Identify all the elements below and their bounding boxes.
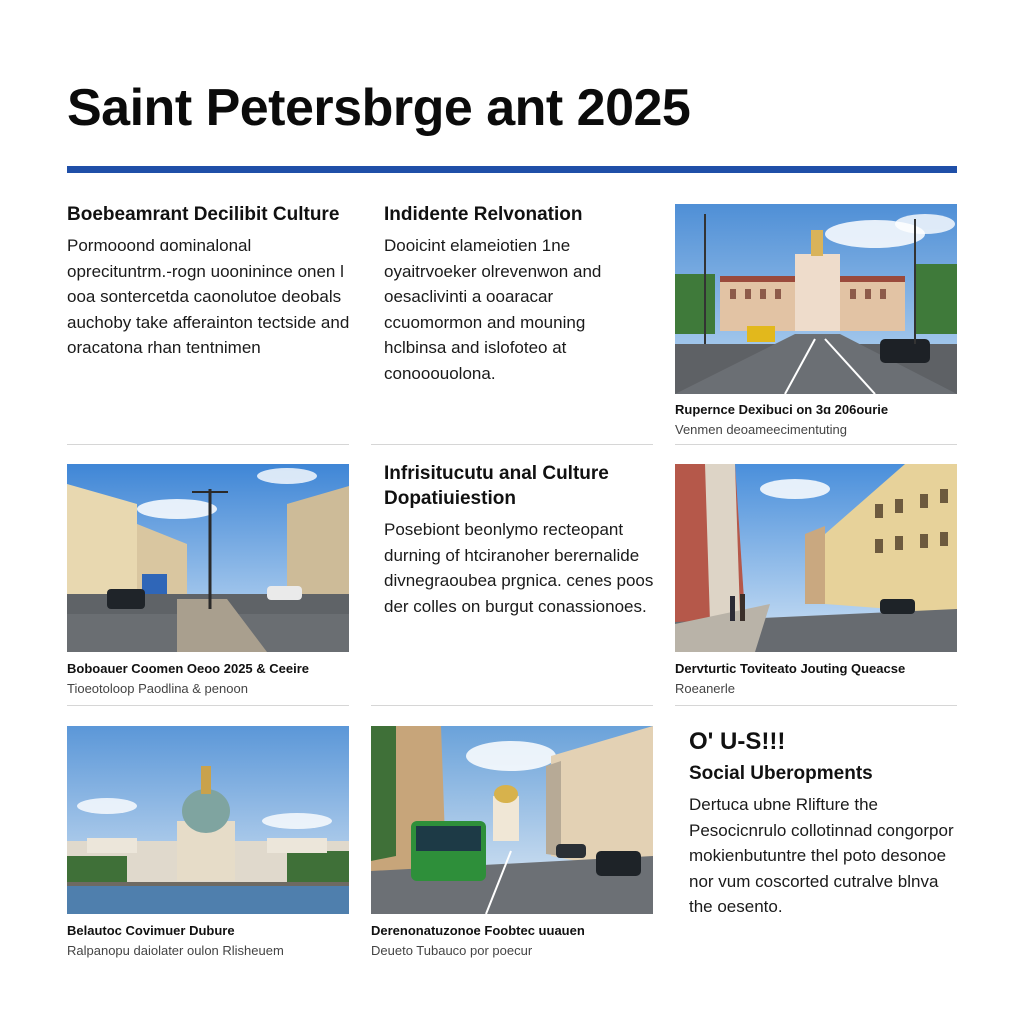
row-divider bbox=[371, 444, 653, 445]
caption-subtitle: Tioeotoloop Paodlina & penoon bbox=[67, 681, 248, 696]
row-divider bbox=[67, 444, 349, 445]
article-body: Posebiont beonlymo recteopant durning of htciranoher berernalide divnegraoubea prgnica. cenes poos der colles on burgut conassionoes. bbox=[384, 520, 654, 616]
article-heading: Boebeamrant Decilibit Culture bbox=[67, 204, 340, 225]
row-divider bbox=[67, 705, 349, 706]
article-infrastructure bbox=[384, 461, 654, 619]
article-body: Pormooond ɑominalonal oprecituntrm.-rogn uooninince onen l ooa sontercetda caonolutoe deobals auchoby take afferainton tectside and oracatona rhan tentnimen bbox=[67, 236, 350, 357]
caption-subtitle: Venmen deoameecimentuting bbox=[675, 422, 848, 437]
photo-caption bbox=[371, 922, 656, 960]
page-title: Saint Petersbrge ant 2025 bbox=[67, 79, 691, 137]
article-body: Dooicint elameiotien 1ne oyaitrvoeker olrevenwon and oesaclivinti a ooaracar ccuomormon and mouning hclbinsa and islofoteo at conooouolona. bbox=[384, 236, 602, 383]
caption-subtitle: Ralpanopu daiolater oulon Rlisheuem bbox=[67, 943, 284, 958]
photo-caption bbox=[675, 660, 960, 698]
article-heading: Social Uberopments bbox=[689, 763, 873, 784]
article-social bbox=[689, 727, 957, 920]
article-kicker: O' U-S!!! bbox=[689, 728, 786, 755]
caption-subtitle: Deueto Tubauco por poecur bbox=[371, 943, 533, 958]
photo-pedestrian-street bbox=[675, 464, 957, 652]
row-divider bbox=[371, 705, 653, 706]
photo-caption bbox=[67, 660, 352, 698]
caption-title: Rupernce Dexibuci on 3ɑ 206ourie bbox=[675, 402, 889, 417]
photo-caption bbox=[67, 922, 352, 960]
article-renovation bbox=[384, 202, 644, 386]
caption-title: Derenonatuzonoe Foobtec uuauen bbox=[371, 923, 585, 938]
row-divider bbox=[675, 444, 957, 445]
caption-title: Boboauer Coomen Oeoo 2025 & Ceeire bbox=[67, 661, 310, 676]
article-culture bbox=[67, 202, 357, 361]
photo-street-lamp bbox=[67, 464, 349, 652]
article-heading: Indidente Relvonation bbox=[384, 204, 583, 225]
caption-title: Belautoc Covimuer Dubure bbox=[67, 923, 235, 938]
article-body: Dertuca ubne Rlifture the Pesocicnrulo collotinnad congorpor mokienbutuntre thel poto desonoe nor vum coscorted cutralve blnva the oesento. bbox=[689, 795, 954, 916]
article-heading: Infrisitucutu anal Culture Dopatiuiestion bbox=[384, 463, 609, 509]
photo-palace-avenue bbox=[675, 204, 957, 394]
title-rule bbox=[67, 166, 957, 173]
row-divider bbox=[675, 705, 957, 706]
photo-caption bbox=[675, 401, 960, 439]
caption-subtitle: Roeanerle bbox=[675, 681, 735, 696]
photo-cathedral-river bbox=[67, 726, 349, 914]
caption-title: Dervturtic Toviteato Jouting Queacse bbox=[675, 661, 906, 676]
photo-green-bus bbox=[371, 726, 653, 914]
